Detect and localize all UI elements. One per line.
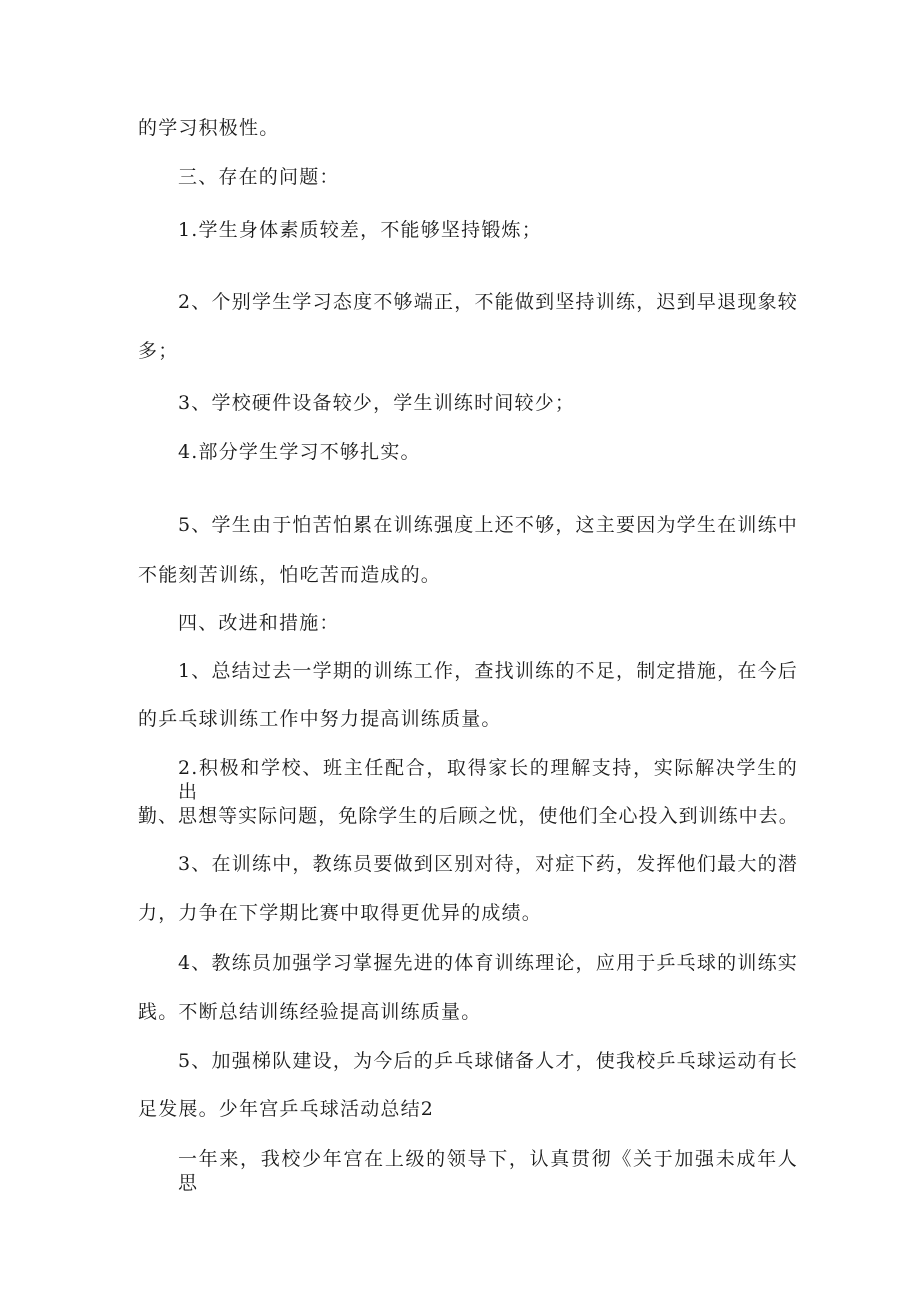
list-item: 4.部分学生学习不够扎实。 — [178, 441, 421, 463]
list-item-continuation: 践。不断总结训练经验提高训练质量。 — [138, 1001, 482, 1023]
section-heading: 四、改进和措施： — [178, 612, 340, 634]
list-item-continuation: 不能刻苦训练，怕吃苦而造成的。 — [138, 564, 442, 586]
list-item: 5、加强梯队建设，为今后的乒乓球储备人才，使我校乒乓球运动有长 — [178, 1050, 798, 1072]
section-heading: 三、存在的问题： — [178, 166, 340, 188]
list-item: 1.学生身体素质较差，不能够坚持锻炼； — [178, 219, 542, 241]
list-item: 1、总结过去一学期的训练工作，查找训练的不足，制定措施，在今后 — [178, 660, 798, 682]
list-item-continuation: 多； — [138, 340, 179, 362]
list-item: 3、在训练中，教练员要做到区别对待，对症下药，发挥他们最大的潜 — [178, 853, 798, 875]
list-item: 3、学校硬件设备较少，学生训练时间较少； — [178, 392, 576, 414]
list-item-continuation: 的乒乓球训练工作中努力提高训练质量。 — [138, 708, 502, 730]
list-item-continuation: 勤、思想等实际问题，免除学生的后顾之忧，使他们全心投入到训练中去。 — [138, 805, 798, 827]
list-item: 5、学生由于怕苦怕累在训练强度上还不够，这主要因为学生在训练中 — [178, 514, 798, 536]
list-item: 2.积极和学校、班主任配合，取得家长的理解支持，实际解决学生的出 — [178, 757, 798, 803]
list-item: 2、个别学生学习态度不够端正，不能做到坚持训练，迟到早退现象较 — [178, 291, 798, 313]
paragraph-line: 一年来，我校少年宫在上级的领导下，认真贯彻《关于加强未成年人思 — [178, 1148, 798, 1194]
list-item: 4、教练员加强学习掌握先进的体育训练理论，应用于乒乓球的训练实 — [178, 952, 798, 974]
list-item-continuation: 足发展。少年宫乒乓球活动总结2 — [138, 1098, 435, 1120]
paragraph-line: 的学习积极性。 — [138, 117, 280, 139]
list-item-continuation: 力，力争在下学期比赛中取得更优异的成绩。 — [138, 902, 543, 924]
